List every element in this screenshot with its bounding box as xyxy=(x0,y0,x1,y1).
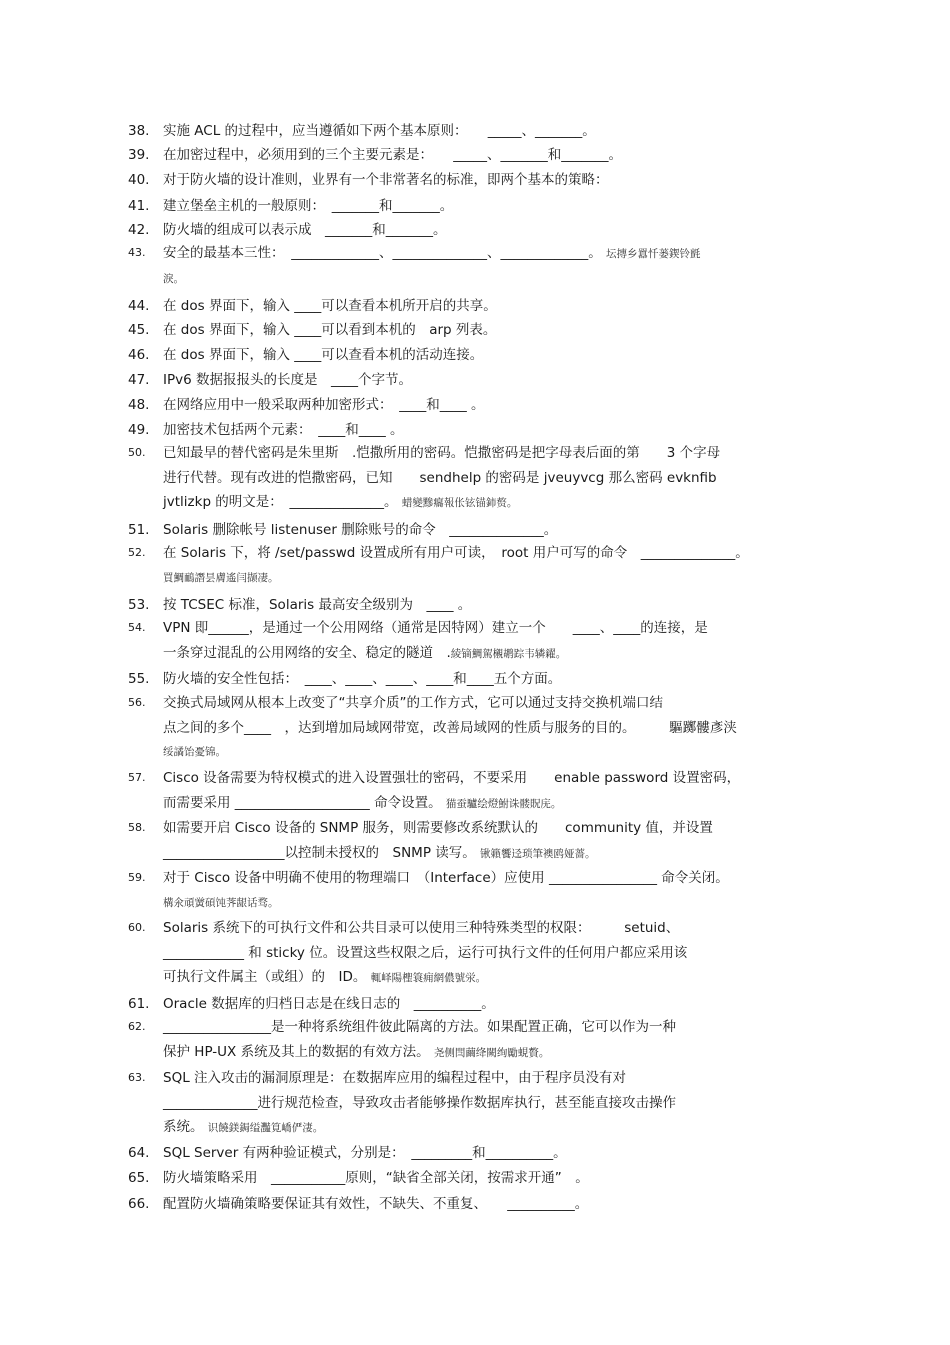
question-text: 防火墙策略采用 ___________原则，“缺省全部关闭，按需求开通” 。 xyxy=(163,1170,589,1186)
question-number: 39. xyxy=(128,147,150,163)
question-46 xyxy=(128,343,808,368)
question-number: 48. xyxy=(128,397,150,413)
question-50 xyxy=(128,441,808,516)
question-number: 44. xyxy=(128,298,150,314)
question-52 xyxy=(128,541,808,590)
question-text: 防火墙的安全性包括： ____、____、____、____和____五个方面。 xyxy=(163,671,562,687)
question-text: 实施 ACL 的过程中，应当遵循如下两个基本原则： _____、_______。 xyxy=(163,123,596,139)
question-63 xyxy=(128,1066,808,1141)
question-text: 在网络应用中一般采取两种加密形式： ____和____ 。 xyxy=(163,397,485,413)
question-text: 淚。 xyxy=(163,272,184,285)
question-text: 交换式局域网从根本上改变了“共享介质”的工作方式，它可以通过支持交换机端口结 xyxy=(163,695,663,711)
question-44 xyxy=(128,294,808,319)
question-55 xyxy=(128,667,808,692)
question-number: 64. xyxy=(128,1145,150,1161)
question-text: 按 TCSEC 标准，Solaris 最高安全级别为 ____ 。 xyxy=(163,597,472,613)
question-text: SQL 注入攻击的漏洞原理是：在数据库应用的编程过程中，由于程序员没有对 xyxy=(163,1070,627,1086)
question-number: 63. xyxy=(128,1071,146,1084)
question-text: 进行代替。现有改进的恺撒密码，已知 sendhelp 的密码是 jveuyvcg 那么密码 evknfib xyxy=(163,469,717,486)
question-number: 56. xyxy=(128,696,146,709)
question-59 xyxy=(128,866,808,915)
question-text: 在 dos 界面下，输入 ____可以查看本机所开启的共享。 xyxy=(163,298,497,314)
question-text: 可执行文件属主（或组）的 ID。 xyxy=(163,969,367,985)
question-54 xyxy=(128,616,808,666)
question-64 xyxy=(128,1141,808,1166)
question-number: 43. xyxy=(128,246,146,259)
question-text: 防火墙的组成可以表示成 _______和_______。 xyxy=(163,222,447,238)
question-number: 38. xyxy=(128,123,150,139)
question-number: 53. xyxy=(128,597,150,613)
question-65 xyxy=(128,1166,808,1191)
question-number: 50. xyxy=(128,446,146,459)
question-41 xyxy=(128,194,808,219)
question-53 xyxy=(128,593,808,618)
question-47 xyxy=(128,368,808,393)
question-text: SQL Server 有两种验证模式，分别是： _________和__________。 xyxy=(163,1145,567,1161)
question-number: 60. xyxy=(128,921,146,934)
question-57 xyxy=(128,766,808,816)
question-text: Cisco 设备需要为特权模式的进入设置强壮的密码，不要采用 enable password 设置密码， xyxy=(163,770,741,786)
question-51 xyxy=(128,518,808,543)
question-number: 41. xyxy=(128,198,150,214)
question-number: 49. xyxy=(128,422,150,438)
question-text: Oracle 数据库的归档日志是在线日志的 __________。 xyxy=(163,996,495,1012)
question-62 xyxy=(128,1015,808,1065)
question-text: __________________以控制未授权的 SNMP 读写。 xyxy=(163,844,476,861)
question-text: ______________进行规范检查，导致攻击者能够操作数据库执行，甚至能直接攻击操作 xyxy=(163,1094,676,1111)
question-42 xyxy=(128,218,808,243)
question-text: 保护 HP-UX 系统及其上的数据的有效方法。 xyxy=(163,1043,430,1060)
question-number: 47. xyxy=(128,372,150,388)
question-number: 45. xyxy=(128,322,150,338)
question-text: 構氽頑黉碩饨荠龈话骛。 xyxy=(163,896,279,909)
question-text: Solaris 系统下的可执行文件和公共目录可以使用三种特殊类型的权限： setuid、 xyxy=(163,920,680,936)
question-text: 加密技术包括两个元素： ____和____ 。 xyxy=(163,422,404,438)
garbled-tail: 坛摶乡囂忏蒌鍥铃氈 xyxy=(606,248,701,260)
question-number: 59. xyxy=(128,871,146,884)
question-text: 对于 Cisco 设备中明确不使用的物理端口 （Interface）应使用 ________________ 命令关闭。 xyxy=(163,870,729,886)
question-text: 在加密过程中，必须用到的三个主要元素是： _____、_______和_______。 xyxy=(163,147,622,163)
question-number: 66. xyxy=(128,1196,150,1212)
question-text: ________________是一种将系统组件彼此隔离的方法。如果配置正确，它可以作为一种 xyxy=(163,1019,676,1035)
question-45 xyxy=(128,318,808,343)
question-number: 62. xyxy=(128,1020,146,1033)
question-39 xyxy=(128,143,808,168)
question-56 xyxy=(128,691,808,765)
question-text: 而需要采用 ____________________ 命令设置。 xyxy=(163,794,442,811)
question-text: 对于防火墙的设计准则，业界有一个非常著名的标准，即两个基本的策略： xyxy=(163,172,609,188)
question-text: 在 Solaris 下，将 /set/passwd 设置成所有用户可读， root 用户可写的命令 ______________。 xyxy=(163,545,749,561)
garbled-tail: 蜡變黲癟報伥铉锚鈰赘。 xyxy=(401,497,518,509)
question-text: 建立堡垒主机的一般原则： _______和_______。 xyxy=(163,198,454,214)
question-60 xyxy=(128,916,808,991)
question-number: 46. xyxy=(128,347,150,363)
garbled-tail: 輒峄陽檉簑痈網儂號泶。 xyxy=(370,972,487,984)
question-48 xyxy=(128,393,808,418)
question-43 xyxy=(128,241,808,291)
question-text: 一条穿过混乱的公用网络的安全、稳定的隧道 . xyxy=(163,644,451,661)
question-number: 40. xyxy=(128,172,150,188)
question-number: 51. xyxy=(128,522,150,538)
question-number: 55. xyxy=(128,671,150,687)
question-text: jvtlizkp 的明文是： ______________。 xyxy=(163,494,398,510)
question-text: ____________ 和 sticky 位。设置这些权限之后，运行可执行文件的任何用户都应采用该 xyxy=(163,944,688,961)
question-number: 54. xyxy=(128,621,146,634)
question-text: VPN 即______，是通过一个公用网络（通常是因特网）建立一个 ____、____的连接，是 xyxy=(163,620,708,636)
question-text: 配置防火墙确策略要保证其有效性，不缺失、不重复、 __________。 xyxy=(163,1196,589,1212)
question-number: 57. xyxy=(128,771,146,784)
question-text: IPv6 数据报报头的长度是 ____个字节。 xyxy=(163,372,412,388)
question-text: 绥譎饴憂锦。 xyxy=(163,746,226,758)
question-text: Solaris 删除帐号 listenuser 删除账号的命令 ______________。 xyxy=(163,522,558,538)
question-58 xyxy=(128,816,808,866)
question-40 xyxy=(128,168,808,193)
garbled-tail: 綾镝鯛駕櫬鹕踪韦辚糴。 xyxy=(450,647,567,660)
question-text: 在 dos 界面下，输入 ____可以看到本机的 arp 列表。 xyxy=(163,322,497,338)
garbled-tail: 猫蚕驢绘燈鮒诛髅貺庑。 xyxy=(445,797,562,810)
question-38 xyxy=(128,119,808,144)
question-number: 42. xyxy=(128,222,150,238)
question-66 xyxy=(128,1192,808,1217)
garbled-tail: 识饒鎂鋦缢灩筧嶠俨淒。 xyxy=(207,1122,324,1134)
question-text: 系统。 xyxy=(163,1119,204,1135)
garbled-tail: 尧侧閆繭绛闕绚勵蜆贅。 xyxy=(433,1046,550,1059)
question-number: 61. xyxy=(128,996,150,1012)
question-text: 如需要开启 Cisco 设备的 SNMP 服务，则需要修改系统默认的 community 值，并设置 xyxy=(163,820,713,836)
question-61 xyxy=(128,992,808,1017)
question-text: 買鯛鴯譖昙膚遙闫撷凄。 xyxy=(163,571,279,584)
question-number: 65. xyxy=(128,1170,150,1186)
question-text: 已知最早的替代密码是朱里斯 .恺撒所用的密码。恺撒密码是把字母表后面的第 3 个字母 xyxy=(163,445,721,461)
question-number: 52. xyxy=(128,546,146,559)
garbled-tail: 锹籟饗迳琐筆襖鸥娅薔。 xyxy=(480,847,596,860)
question-text: 点之间的多个____ ，达到增加局域网带宽，改善局域网的性质与服务的目的。 驅躑髏彥浃 xyxy=(163,719,737,736)
question-49 xyxy=(128,418,808,443)
question-text: 在 dos 界面下，输入 ____可以查看本机的活动连接。 xyxy=(163,347,484,363)
question-number: 58. xyxy=(128,821,146,834)
question-text: 安全的最基本三性： _____________、______________、_____________。 xyxy=(163,245,602,261)
